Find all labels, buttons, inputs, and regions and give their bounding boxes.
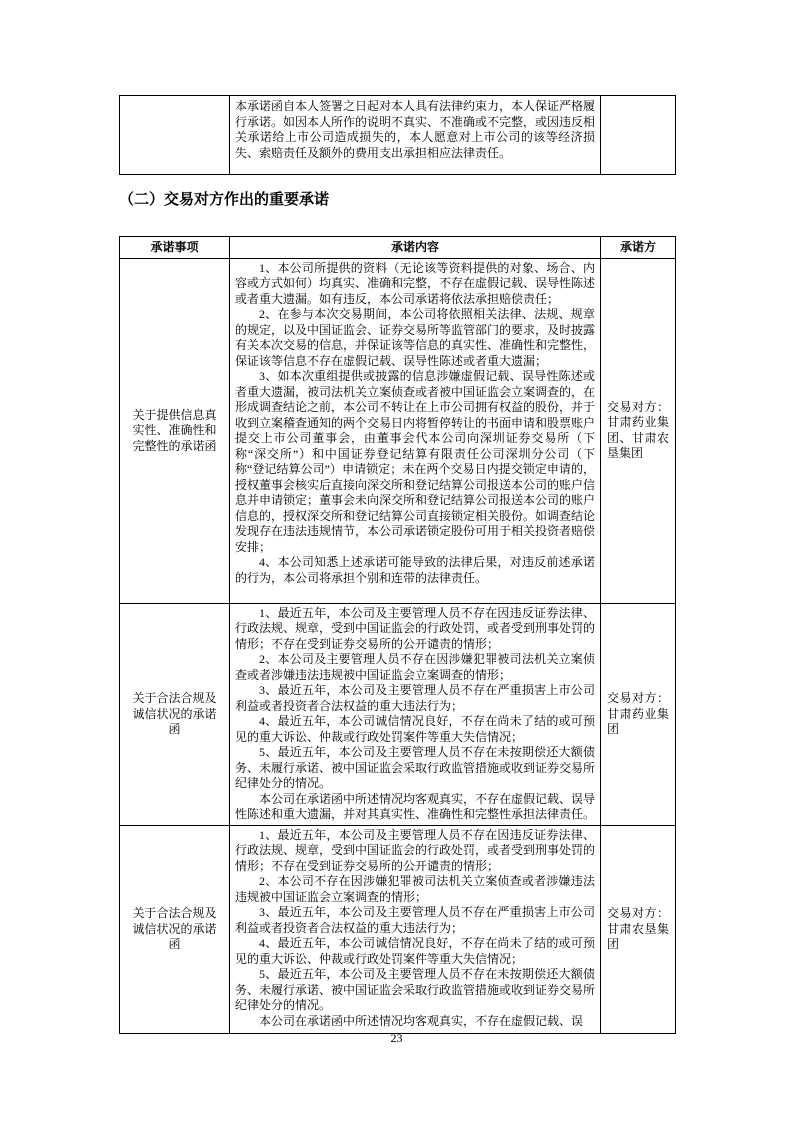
table-header-row bbox=[120, 236, 676, 258]
commitment-paragraph: 4、最近五年，本公司诚信情况良好，不存在尚未了结的或可预见的重大诉讼、仲裁或行政处罚案件等重大失信情况； bbox=[235, 714, 595, 744]
commitment-paragraph: 1、本公司所提供的资料（无论该等资料提供的对象、场合、内容或方式如何）均真实、准确和完整，不存在虚假记载、误导性陈述或者重大遗漏。如有违反，本公司承诺将依法承担赔偿责任； bbox=[235, 260, 596, 306]
commitment-content-cell bbox=[230, 825, 601, 1033]
commitment-paragraph: 1、最近五年，本公司及主要管理人员不存在因违反证券法律、行政法规、规章，受到中国证监会的行政处罚，或者受到刑事处罚的情形；不存在受到证券交易所的公开谴责的情形； bbox=[235, 605, 596, 651]
page-content bbox=[119, 95, 675, 1034]
carryover-item-cell bbox=[120, 96, 230, 175]
header-item: 承诺事项 bbox=[120, 236, 230, 258]
commitment-party-cell: 交易对方：甘肃药业集团、甘肃农垦集团 bbox=[601, 258, 676, 603]
commitment-party-cell: 交易对方：甘肃药业集团 bbox=[601, 603, 676, 825]
commitments-table bbox=[119, 236, 676, 1034]
commitment-paragraph: 2、本公司不存在因涉嫌犯罪被司法机关立案侦查或者涉嫌违法违规被中国证监会立案调查的情形； bbox=[235, 874, 595, 904]
table-row bbox=[120, 603, 676, 825]
section-heading: （二）交易对方作出的重要承诺 bbox=[119, 191, 330, 208]
commitment-paragraph: 本公司在承诺函中所述情况均客观真实，不存在虚假记载、误导性陈述和重大遗漏，并对其真实性、准确性和完整性承担法律责任。 bbox=[235, 791, 596, 822]
commitment-paragraph: 3、最近五年，本公司及主要管理人员不存在严重损害上市公司利益或者投资者合法权益的重大违法行为； bbox=[235, 683, 595, 713]
carryover-row bbox=[120, 96, 676, 175]
commitment-item-cell: 关于合法合规及诚信状况的承诺函 bbox=[120, 825, 230, 1033]
table-row bbox=[120, 258, 676, 603]
commitment-paragraph: 3、如本次重组提供或披露的信息涉嫌虚假记载、误导性陈述或者重大遗漏，被司法机关立案侦查或者被中国证监会立案调查的，在形成调查结论之前，本公司不转让在上市公司拥有权益的股份，并于收到立案稽查通知的两个交易日内将暂停转让的书面申请和股票账户提交上市公司董事会，由董事会代本公司向深圳证券交易所（下称“深交所”）和中国证券登记结算有限责任公司深圳分公司（下称“登记结算公司”）申请锁定；未在两个交易日内提交锁定申请的，授权董事会核实后直接向深交所和登记结算公司报送本公司的账户信息并申请锁定；董事会未向深交所和登记结算公司报送本公司的账户信息的，授权深交所和登记结算公司直接锁定相关股份。如调查结论发现存在违法违规情节，本公司承诺锁定股份可用于相关投资者赔偿安排； bbox=[235, 369, 596, 554]
commitment-party-cell: 交易对方：甘肃农垦集团 bbox=[601, 825, 676, 1033]
header-party: 承诺方 bbox=[601, 236, 676, 258]
carryover-commitment-table bbox=[119, 95, 676, 175]
commitment-paragraph: 本公司在承诺函中所述情况均客观真实，不存在虚假记载、误 bbox=[259, 1013, 584, 1028]
commitment-paragraph: 4、本公司知悉上述承诺可能导致的法律后果，对违反前述承诺的行为，本公司将承担个别和连带的法律责任。 bbox=[235, 555, 595, 585]
commitment-paragraph: 3、最近五年，本公司及主要管理人员不存在严重损害上市公司利益或者投资者合法权益的重大违法行为； bbox=[235, 905, 595, 935]
page-number: 23 bbox=[390, 1031, 403, 1045]
carryover-paragraph: 本承诺函自本人签署之日起对本人具有法律约束力，本人保证严格履行承诺。如因本人所作的说明不真实、不准确或不完整，或因违反相关承诺给上市公司造成损失的，本人愿意对上市公司的该等经济损失、索赔责任及额外的费用支出承担相应法律责任。 bbox=[235, 99, 596, 160]
carryover-content-cell bbox=[230, 96, 601, 175]
commitment-content-cell bbox=[230, 258, 601, 603]
header-content: 承诺内容 bbox=[230, 236, 601, 258]
commitment-paragraph: 5、最近五年，本公司及主要管理人员不存在未按期偿还大额债务、未履行承诺、被中国证监会采取行政监管措施或收到证券交易所纪律处分的情况。 bbox=[235, 745, 596, 791]
commitment-paragraph: 5、最近五年，本公司及主要管理人员不存在未按期偿还大额债务、未履行承诺、被中国证监会采取行政监管措施或收到证券交易所纪律处分的情况。 bbox=[235, 967, 596, 1013]
table-row bbox=[120, 825, 676, 1033]
commitment-paragraph: 4、最近五年，本公司诚信情况良好，不存在尚未了结的或可预见的重大诉讼、仲裁或行政处罚案件等重大失信情况； bbox=[235, 936, 595, 966]
carryover-party-cell bbox=[601, 96, 676, 175]
commitment-paragraph: 1、最近五年，本公司及主要管理人员不存在因违反证券法律、行政法规、规章，受到中国证监会的行政处罚，或者受到刑事处罚的情形；不存在受到证券交易所的公开谴责的情形； bbox=[235, 827, 596, 873]
commitment-item-cell: 关于提供信息真实性、准确性和完整性的承诺函 bbox=[120, 258, 230, 603]
commitment-paragraph: 2、本公司及主要管理人员不存在因涉嫌犯罪被司法机关立案侦查或者涉嫌违法违规被中国证监会立案调查的情形； bbox=[235, 652, 595, 682]
commitment-paragraph: 2、在参与本次交易期间，本公司将依照相关法律、法规、规章的规定，以及中国证监会、证券交易所等监管部门的要求，及时披露有关本次交易的信息，并保证该等信息的真实性、准确性和完整性，保证该等信息不存在虚假记载、误导性陈述或者重大遗漏； bbox=[235, 307, 596, 368]
commitment-item-cell: 关于合法合规及诚信状况的承诺函 bbox=[120, 603, 230, 825]
commitment-content-cell bbox=[230, 603, 601, 825]
